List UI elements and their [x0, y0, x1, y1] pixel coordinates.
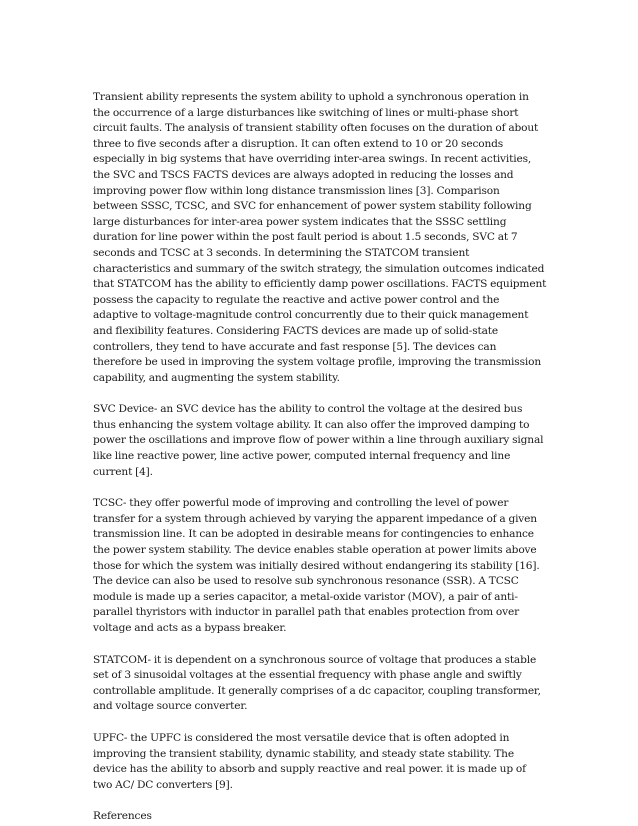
paragraph-statcom: STATCOM- it is dependent on a synchronous source of voltage that produces a stable set of 3 sinusoidal voltages at the essential frequency with phase angle and swiftly controllable amplitude. It generally comprises of a dc capacitor, coupling transformer, and voltage source converter.	[93, 653, 541, 713]
paragraph-tcsc: TCSC- they offer powerful mode of improving and controlling the level of power transfer for a system through achieved by varying the apparent impedance of a given transmission line. It can be adopted in desirable means for contingencies to enhance the power system stability. The device enables stable operation at power limits above those for which the system was initially desired without endangering its stability [16]. The device can also be used to resolve sub synchronous resonance (SSR). A TCSC module is made up a series capacitor, a metal-oxide varistor (MOV), a pair of anti-parallel thyristors with inductor in parallel path that enables protection from over voltage and acts as a bypass breaker.	[93, 497, 540, 634]
paragraph-upfc: UPFC- the UPFC is considered the most versatile device that is often adopted in improving the transient stability, dynamic stability, and steady state stability. The device has the ability to absorb and supply reactive and real power. it is made up of two AC/ DC converters [9].	[93, 731, 526, 791]
document-body	[93, 90, 547, 825]
paragraph-transient-stability: Transient ability represents the system ability to uphold a synchronous operation in the occurrence of a large disturbances like switching of lines or multi-phase short circuit faults. The analysis of transient stability often focuses on the duration of about three to five seconds after a disruption. It can often extend to 10 or 20 seconds especially in big systems that have overriding inter-area swings. In recent activities, the SVC and TSCS FACTS devices are always adopted in reducing the losses and improving power flow within long distance transmission lines [3]. Comparison between SSSC, TCSC, and SVC for enhancement of power system stability following large disturbances for inter-area power system indicates that the SSSC settling duration for line power within the post fault period is about 1.5 seconds, SVC at 7 seconds and TCSC at 3 seconds. In determining the STATCOM transient characteristics and summary of the switch strategy, the simulation outcomes indicated that STATCOM has the ability to efficiently damp power oscillations. FACTS equipment possess the capacity to regulate the reactive and active power control and the adaptive to voltage-magnitude control concurrently due to their quick management and flexibility features. Considering FACTS devices are made up of solid-state controllers, they tend to have accurate and fast response [5]. The devices can therefore be used in improving the system voltage profile, improving the transmission capability, and augmenting the system stability.	[93, 91, 547, 384]
references-heading: References	[93, 810, 152, 823]
paragraph-svc-device: SVC Device- an SVC device has the ability to control the voltage at the desired bus thus enhancing the system voltage ability. It can also offer the improved damping to power the oscillations and improve flow of power within a line through auxiliary signal like line reactive power, line active power, computed internal frequency and line current [4].	[93, 403, 544, 478]
